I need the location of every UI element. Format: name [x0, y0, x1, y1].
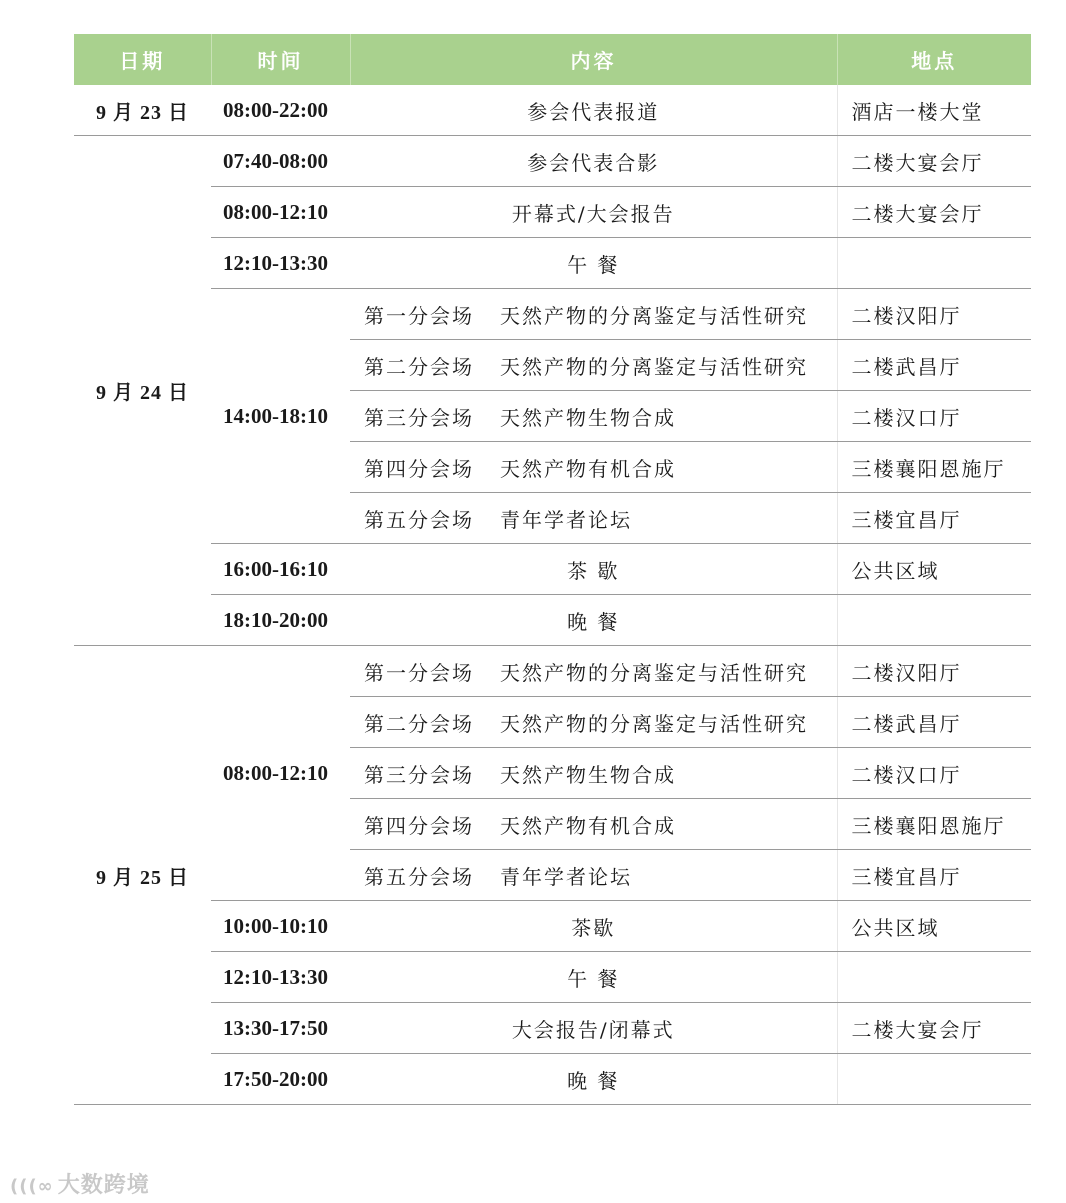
place-cell: 三楼襄阳恩施厅	[837, 799, 1031, 850]
date-cell: 9 月 25 日	[74, 646, 211, 1105]
table-row	[74, 1003, 1031, 1054]
session-name: 第四分会场	[364, 813, 474, 838]
session-topic: 天然产物有机合成	[500, 813, 676, 838]
header-date: 日期	[74, 34, 211, 85]
session-topic: 天然产物生物合成	[500, 762, 676, 787]
time-cell: 08:00-12:10	[211, 646, 350, 901]
session-name: 第三分会场	[364, 405, 474, 430]
place-cell: 二楼大宴会厅	[837, 136, 1031, 187]
place-cell: 二楼武昌厅	[837, 340, 1031, 391]
table-row	[74, 595, 1031, 646]
session-cell	[350, 442, 837, 493]
content-cell: 茶歇	[350, 901, 837, 952]
content-cell: 参会代表合影	[350, 136, 837, 187]
table-row	[74, 544, 1031, 595]
header-place: 地点	[837, 34, 1031, 85]
session-cell	[350, 493, 837, 544]
header-time: 时间	[211, 34, 350, 85]
time-cell: 14:00-18:10	[211, 289, 350, 544]
content-cell: 茶 歇	[350, 544, 837, 595]
time-cell: 10:00-10:10	[211, 901, 350, 952]
place-cell: 酒店一楼大堂	[837, 85, 1031, 136]
table-row	[74, 952, 1031, 1003]
table-row	[74, 187, 1031, 238]
place-cell: 二楼大宴会厅	[837, 1003, 1031, 1054]
session-name: 第一分会场	[364, 303, 474, 328]
session-topic: 青年学者论坛	[500, 507, 632, 532]
time-cell: 08:00-22:00	[211, 85, 350, 136]
place-cell: 二楼汉口厅	[837, 748, 1031, 799]
place-cell: 公共区域	[837, 544, 1031, 595]
time-cell: 12:10-13:30	[211, 238, 350, 289]
table-row	[74, 901, 1031, 952]
session-cell	[350, 289, 837, 340]
time-cell: 12:10-13:30	[211, 952, 350, 1003]
place-cell	[837, 595, 1031, 646]
session-cell	[350, 646, 837, 697]
table-row	[74, 85, 1031, 136]
session-name: 第二分会场	[364, 711, 474, 736]
place-cell: 三楼襄阳恩施厅	[837, 442, 1031, 493]
place-cell: 二楼汉口厅	[837, 391, 1031, 442]
table-row	[74, 289, 1031, 340]
place-cell: 三楼宜昌厅	[837, 850, 1031, 901]
place-cell: 二楼汉阳厅	[837, 289, 1031, 340]
session-cell	[350, 340, 837, 391]
table-row	[74, 1054, 1031, 1105]
watermark-logo-icon: (((∞	[10, 1176, 54, 1197]
session-topic: 青年学者论坛	[500, 864, 632, 889]
session-name: 第五分会场	[364, 864, 474, 889]
place-cell: 二楼武昌厅	[837, 697, 1031, 748]
session-cell	[350, 850, 837, 901]
table-body	[74, 85, 1031, 1105]
session-topic: 天然产物的分离鉴定与活性研究	[500, 303, 808, 328]
session-name: 第二分会场	[364, 354, 474, 379]
content-cell: 参会代表报道	[350, 85, 837, 136]
content-cell: 晚 餐	[350, 595, 837, 646]
watermark-text: 大数跨境	[57, 1173, 150, 1198]
session-topic: 天然产物有机合成	[500, 456, 676, 481]
session-topic: 天然产物生物合成	[500, 405, 676, 430]
session-cell	[350, 799, 837, 850]
session-topic: 天然产物的分离鉴定与活性研究	[500, 660, 808, 685]
schedule-table	[74, 34, 1031, 1105]
session-name: 第三分会场	[364, 762, 474, 787]
session-topic: 天然产物的分离鉴定与活性研究	[500, 354, 808, 379]
content-cell: 大会报告/闭幕式	[350, 1003, 837, 1054]
time-cell: 18:10-20:00	[211, 595, 350, 646]
place-cell: 二楼大宴会厅	[837, 187, 1031, 238]
time-cell: 13:30-17:50	[211, 1003, 350, 1054]
place-cell	[837, 1054, 1031, 1105]
content-cell: 午 餐	[350, 238, 837, 289]
session-cell	[350, 748, 837, 799]
header-content: 内容	[350, 34, 837, 85]
place-cell	[837, 952, 1031, 1003]
time-cell: 16:00-16:10	[211, 544, 350, 595]
time-cell: 07:40-08:00	[211, 136, 350, 187]
date-cell: 9 月 23 日	[74, 85, 211, 136]
table-header	[74, 34, 1031, 85]
session-cell	[350, 697, 837, 748]
watermark	[10, 1168, 150, 1199]
place-cell: 三楼宜昌厅	[837, 493, 1031, 544]
table-row	[74, 136, 1031, 187]
session-name: 第一分会场	[364, 660, 474, 685]
content-cell: 午 餐	[350, 952, 837, 1003]
session-name: 第四分会场	[364, 456, 474, 481]
content-cell: 晚 餐	[350, 1054, 837, 1105]
place-cell: 公共区域	[837, 901, 1031, 952]
session-name: 第五分会场	[364, 507, 474, 532]
session-topic: 天然产物的分离鉴定与活性研究	[500, 711, 808, 736]
table-row	[74, 646, 1031, 697]
content-cell: 开幕式/大会报告	[350, 187, 837, 238]
place-cell: 二楼汉阳厅	[837, 646, 1031, 697]
time-cell: 17:50-20:00	[211, 1054, 350, 1105]
date-cell: 9 月 24 日	[74, 136, 211, 646]
place-cell	[837, 238, 1031, 289]
table-row	[74, 238, 1031, 289]
time-cell: 08:00-12:10	[211, 187, 350, 238]
session-cell	[350, 391, 837, 442]
